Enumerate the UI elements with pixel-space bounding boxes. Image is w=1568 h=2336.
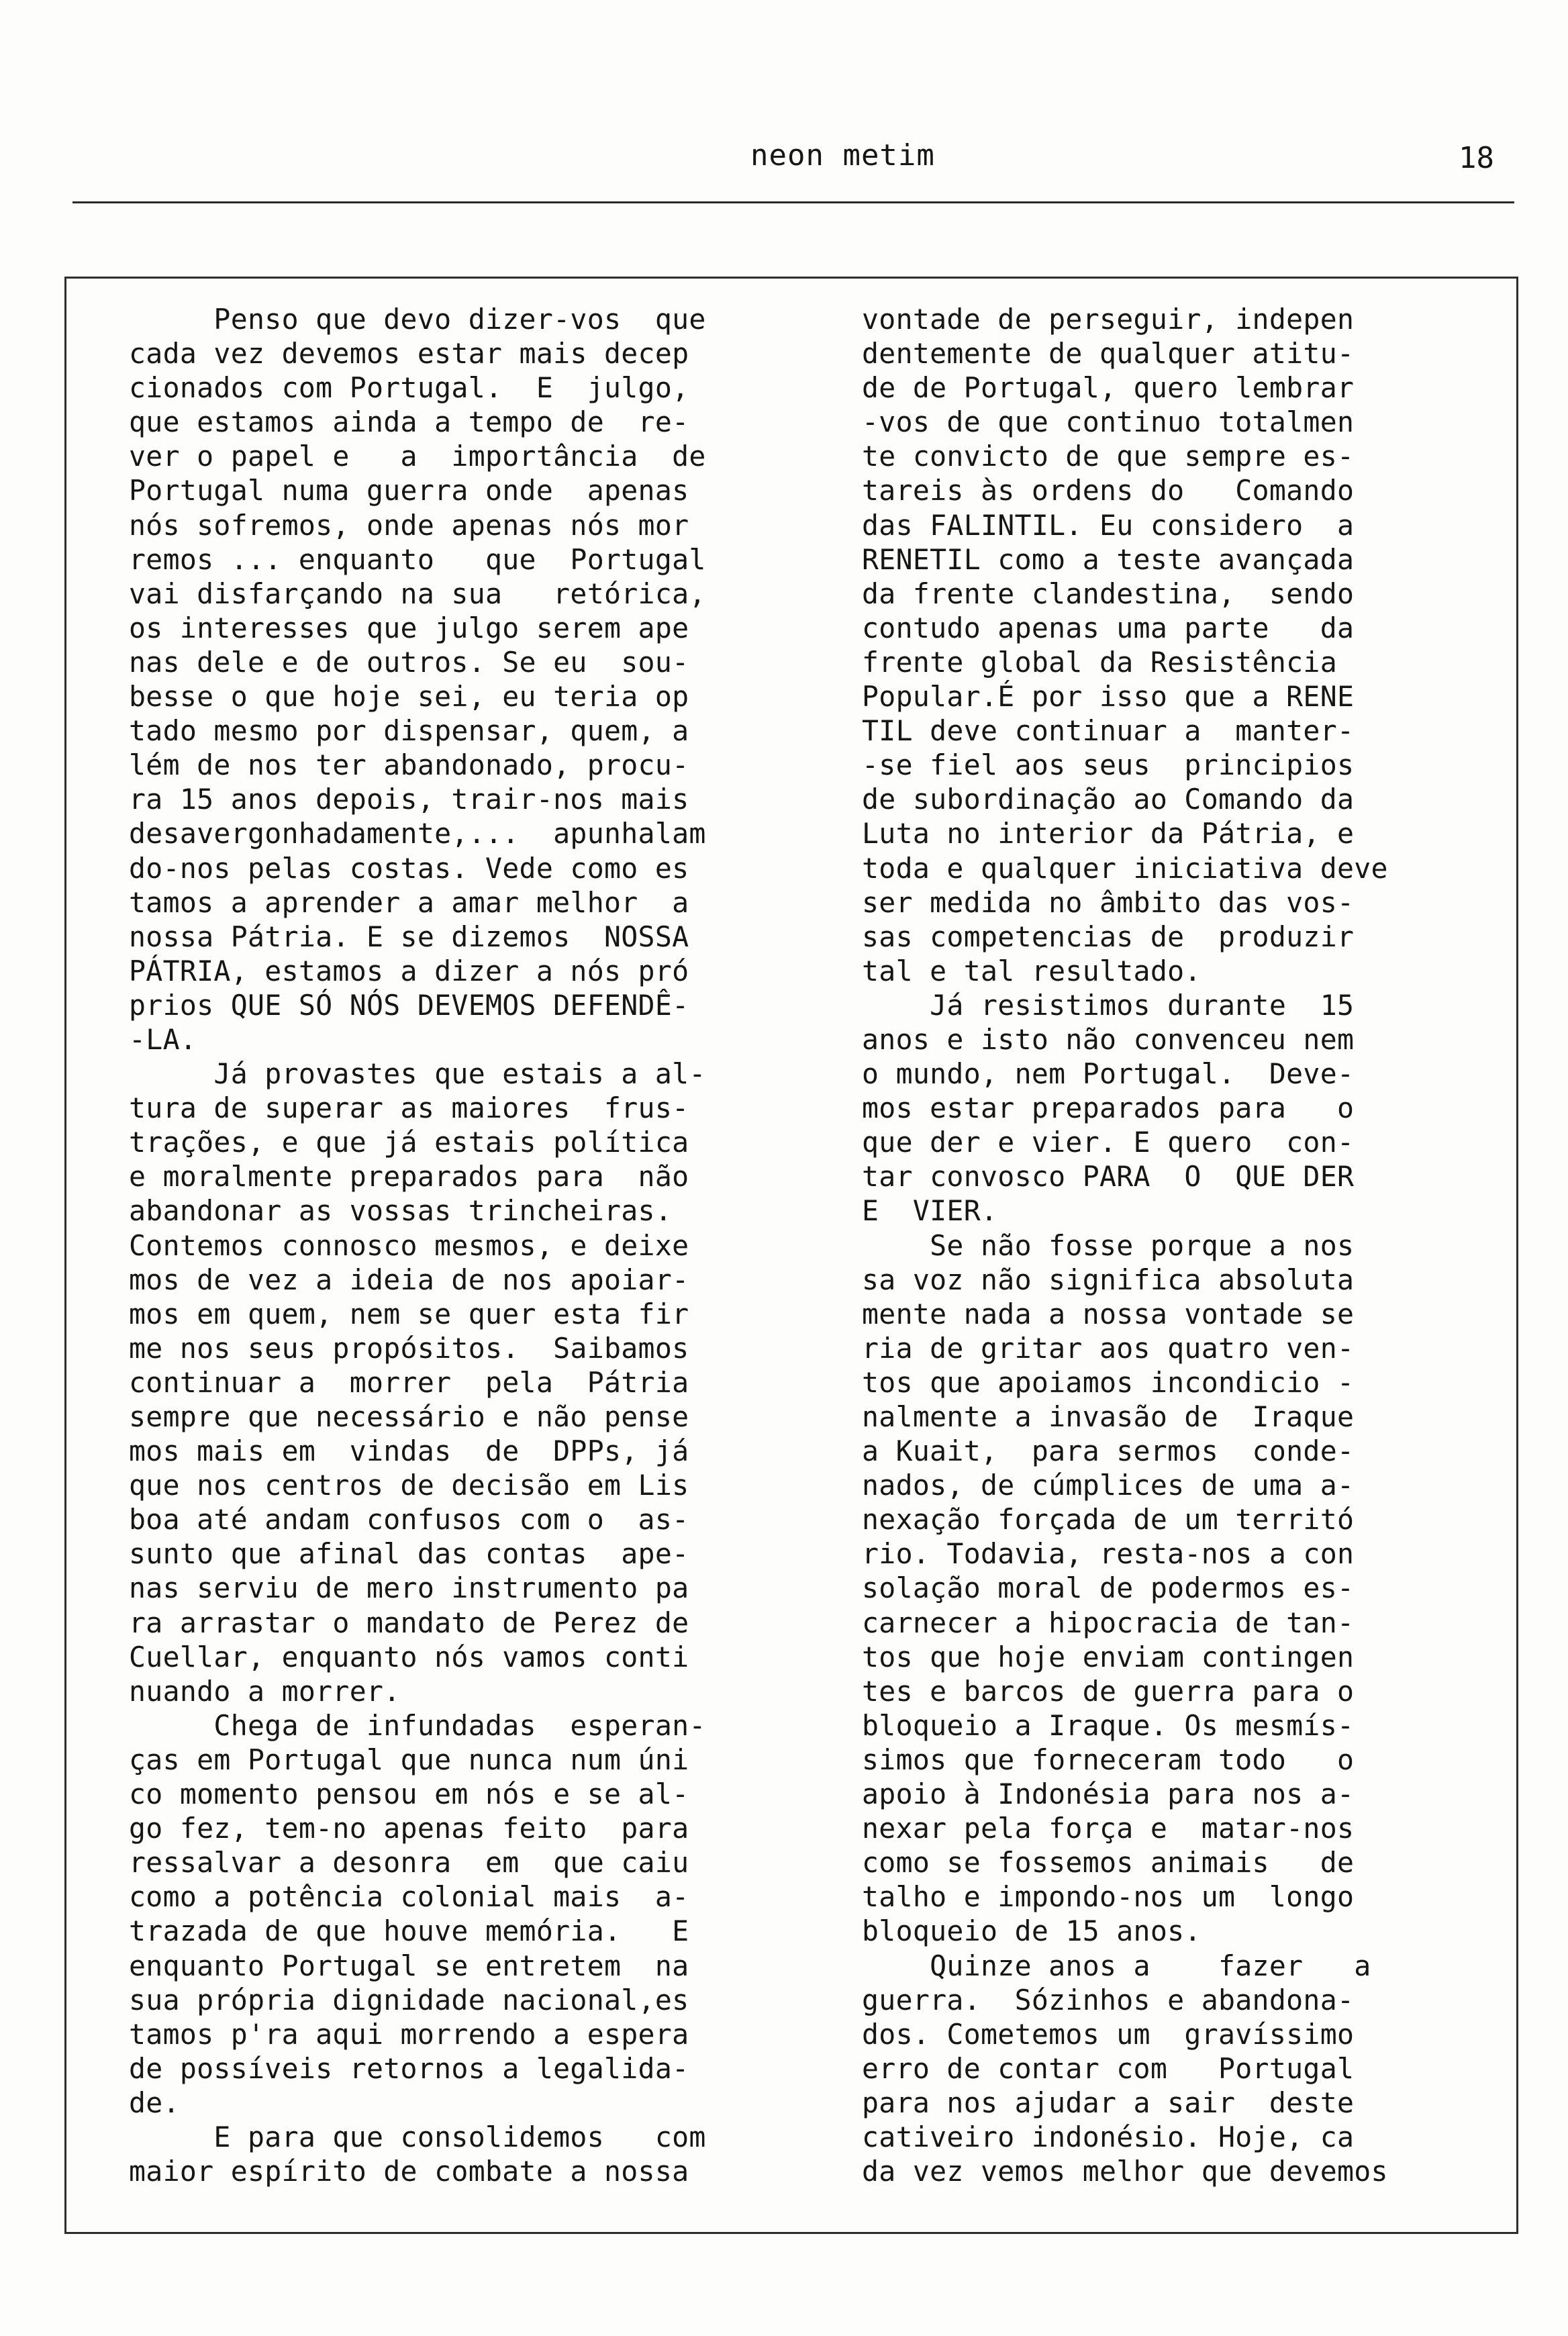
text-line: Penso que devo dizer-vos que [129, 303, 706, 336]
text-line: das FALINTIL. Eu considero a [862, 508, 1355, 542]
text-line: bloqueio de 15 anos. [862, 1914, 1202, 1948]
text-line: sempre que necessário e não pense [129, 1400, 689, 1433]
text-line: nados, de cúmplices de uma a- [862, 1469, 1355, 1502]
text-line: nós sofremos, onde apenas nós mor [129, 508, 689, 542]
text-line: -LA. [129, 1022, 197, 1056]
text-line: nas dele e de outros. Se eu sou- [129, 645, 689, 679]
text-line: que estamos ainda a tempo de re- [129, 405, 689, 439]
text-line: nas serviu de mero instrumento pa [129, 1571, 689, 1605]
text-line: da frente clandestina, sendo [862, 577, 1355, 610]
right-column [862, 302, 1479, 2188]
text-line: go fez, tem-no apenas feito para [129, 1812, 689, 1845]
text-line: tal e tal resultado. [862, 954, 1202, 987]
text-line: Contemos connosco mesmos, e deixe [129, 1228, 689, 1262]
left-column [129, 302, 800, 2188]
text-line: Quinze anos a fazer a [862, 1949, 1371, 1982]
text-line: tos que apoiamos incondicio - [862, 1365, 1355, 1399]
text-line: dos. Cometemos um gravíssimo [862, 2017, 1355, 2051]
text-line: boa até andam confusos com o as- [129, 1503, 689, 1537]
text-line: mos em quem, nem se quer esta fir [129, 1297, 689, 1330]
text-line: cionados com Portugal. E julgo, [129, 371, 689, 405]
text-line: tar convosco PARA O QUE DER [862, 1160, 1355, 1194]
text-line: o mundo, nem Portugal. Deve- [862, 1057, 1355, 1091]
text-line: a Kuait, para sermos conde- [862, 1434, 1355, 1468]
text-line: Já provastes que estais a al- [129, 1057, 706, 1091]
text-line: tado mesmo por dispensar, quem, a [129, 714, 689, 748]
text-line: enquanto Portugal se entretem na [129, 1949, 689, 1982]
text-line: nossa Pátria. E se dizemos NOSSA [129, 920, 689, 953]
text-line: frente global da Resistência [862, 645, 1337, 679]
text-line: -se fiel aos seus principios [862, 748, 1355, 782]
text-line: Chega de infundadas esperan- [129, 1708, 706, 1742]
text-line: sunto que afinal das contas ape- [129, 1537, 689, 1571]
text-line: que nos centros de decisão em Lis [129, 1469, 689, 1502]
text-line: tareis às ordens do Comando [862, 474, 1355, 507]
text-line: desavergonhadamente,... apunhalam [129, 817, 706, 850]
text-line: ria de gritar aos quatro ven- [862, 1331, 1355, 1365]
text-line: do-nos pelas costas. Vede como es [129, 851, 689, 885]
text-line: solação moral de podermos es- [862, 1571, 1355, 1605]
text-line: maior espírito de combate a nossa [129, 2155, 689, 2188]
text-line: E VIER. [862, 1194, 998, 1228]
text-line: mos de vez a ideia de nos apoiar- [129, 1263, 689, 1296]
text-line: te convicto de que sempre es- [862, 440, 1355, 473]
text-line: como a potência colonial mais a- [129, 1880, 689, 1914]
text-line: vai disfarçando na sua retórica, [129, 577, 706, 610]
text-line: Popular.É por isso que a RENE [862, 680, 1355, 714]
text-line: Portugal numa guerra onde apenas [129, 474, 689, 507]
text-line: sas competencias de produzir [862, 920, 1355, 953]
publication-title: neon metim [750, 138, 935, 173]
text-line: mos mais em vindas de DPPs, já [129, 1434, 689, 1468]
text-line: apoio à Indonésia para nos a- [862, 1778, 1355, 1811]
text-line: dentemente de qualquer atitu- [862, 337, 1355, 371]
text-line: nalmente a invasão de Iraque [862, 1400, 1355, 1433]
text-line: contudo apenas uma parte da [862, 611, 1355, 644]
text-line: nuando a morrer. [129, 1674, 401, 1708]
text-line: tamos a aprender a amar melhor a [129, 885, 689, 919]
page-number: 18 [1459, 141, 1494, 175]
text-line: co momento pensou em nós e se al- [129, 1778, 689, 1811]
text-line: vontade de perseguir, indepen [862, 303, 1355, 336]
text-line: erro de contar com Portugal [862, 2051, 1355, 2085]
text-line: nexar pela força e matar-nos [862, 1812, 1355, 1845]
text-line: para nos ajudar a sair deste [862, 2086, 1355, 2119]
text-line: guerra. Sózinhos e abandona- [862, 1983, 1355, 2016]
text-line: tura de superar as maiores frus- [129, 1091, 689, 1125]
text-line: sua própria dignidade nacional,es [129, 1983, 689, 2016]
text-line: sa voz não significa absoluta [862, 1263, 1355, 1296]
text-line: bloqueio a Iraque. Os mesmís- [862, 1708, 1355, 1742]
text-line: nexação forçada de um territó [862, 1503, 1355, 1537]
page-header [72, 132, 1514, 203]
text-line: toda e qualquer iniciativa deve [862, 851, 1388, 885]
text-line: de de Portugal, quero lembrar [862, 371, 1355, 405]
text-line: rio. Todavia, resta-nos a con [862, 1537, 1355, 1571]
text-line: ra 15 anos depois, trair-nos mais [129, 783, 689, 816]
text-line: Já resistimos durante 15 [862, 988, 1355, 1022]
text-line: talho e impondo-nos um longo [862, 1880, 1355, 1914]
text-line: continuar a morrer pela Pátria [129, 1365, 689, 1399]
text-line: ças em Portugal que nunca num úni [129, 1743, 689, 1776]
text-line: PÁTRIA, estamos a dizer a nós pró [129, 954, 689, 987]
text-line: ser medida no âmbito das vos- [862, 885, 1355, 919]
text-line: como se fossemos animais de [862, 1846, 1355, 1880]
text-line: -vos de que continuo totalmen [862, 405, 1355, 439]
text-line: cativeiro indonésio. Hoje, ca [862, 2120, 1355, 2153]
text-line: tos que hoje enviam contingen [862, 1640, 1355, 1673]
text-line: mente nada a nossa vontade se [862, 1297, 1355, 1330]
text-line: de subordinação ao Comando da [862, 783, 1355, 816]
text-line: Luta no interior da Pátria, e [862, 817, 1355, 850]
text-line: Se não fosse porque a nos [862, 1228, 1355, 1262]
text-line: ver o papel e a importância de [129, 440, 706, 473]
text-line: que der e vier. E quero con- [862, 1126, 1355, 1159]
text-line: E para que consolidemos com [129, 2120, 706, 2153]
text-line: besse o que hoje sei, eu teria op [129, 680, 689, 714]
text-line: trações, e que já estais política [129, 1126, 689, 1159]
text-line: e moralmente preparados para não [129, 1160, 689, 1194]
text-line: me nos seus propósitos. Saibamos [129, 1331, 689, 1365]
text-line: de possíveis retornos a legalida- [129, 2051, 689, 2085]
text-line: da vez vemos melhor que devemos [862, 2155, 1388, 2188]
text-line: TIL deve continuar a manter- [862, 714, 1355, 748]
text-line: abandonar as vossas trincheiras. [129, 1194, 673, 1228]
text-line: ra arrastar o mandato de Perez de [129, 1606, 689, 1639]
text-line: os interesses que julgo serem ape [129, 611, 689, 644]
text-line: RENETIL como a teste avançada [862, 542, 1355, 576]
text-line: tes e barcos de guerra para o [862, 1674, 1355, 1708]
text-line: Cuellar, enquanto nós vamos conti [129, 1640, 689, 1673]
text-line: mos estar preparados para o [862, 1091, 1355, 1125]
text-line: lém de nos ter abandonado, procu- [129, 748, 689, 782]
text-line: ressalvar a desonra em que caiu [129, 1846, 689, 1880]
text-line: de. [129, 2086, 180, 2119]
text-line: prios QUE SÓ NÓS DEVEMOS DEFENDÊ- [129, 988, 689, 1022]
text-line: anos e isto não convenceu nem [862, 1022, 1355, 1056]
text-line: simos que forneceram todo o [862, 1743, 1355, 1776]
text-line: trazada de que houve memória. E [129, 1914, 689, 1948]
text-line: remos ... enquanto que Portugal [129, 542, 706, 576]
text-line: tamos p'ra aqui morrendo a espera [129, 2017, 689, 2051]
text-line: cada vez devemos estar mais decep [129, 337, 689, 371]
text-line: carnecer a hipocracia de tan- [862, 1606, 1355, 1639]
